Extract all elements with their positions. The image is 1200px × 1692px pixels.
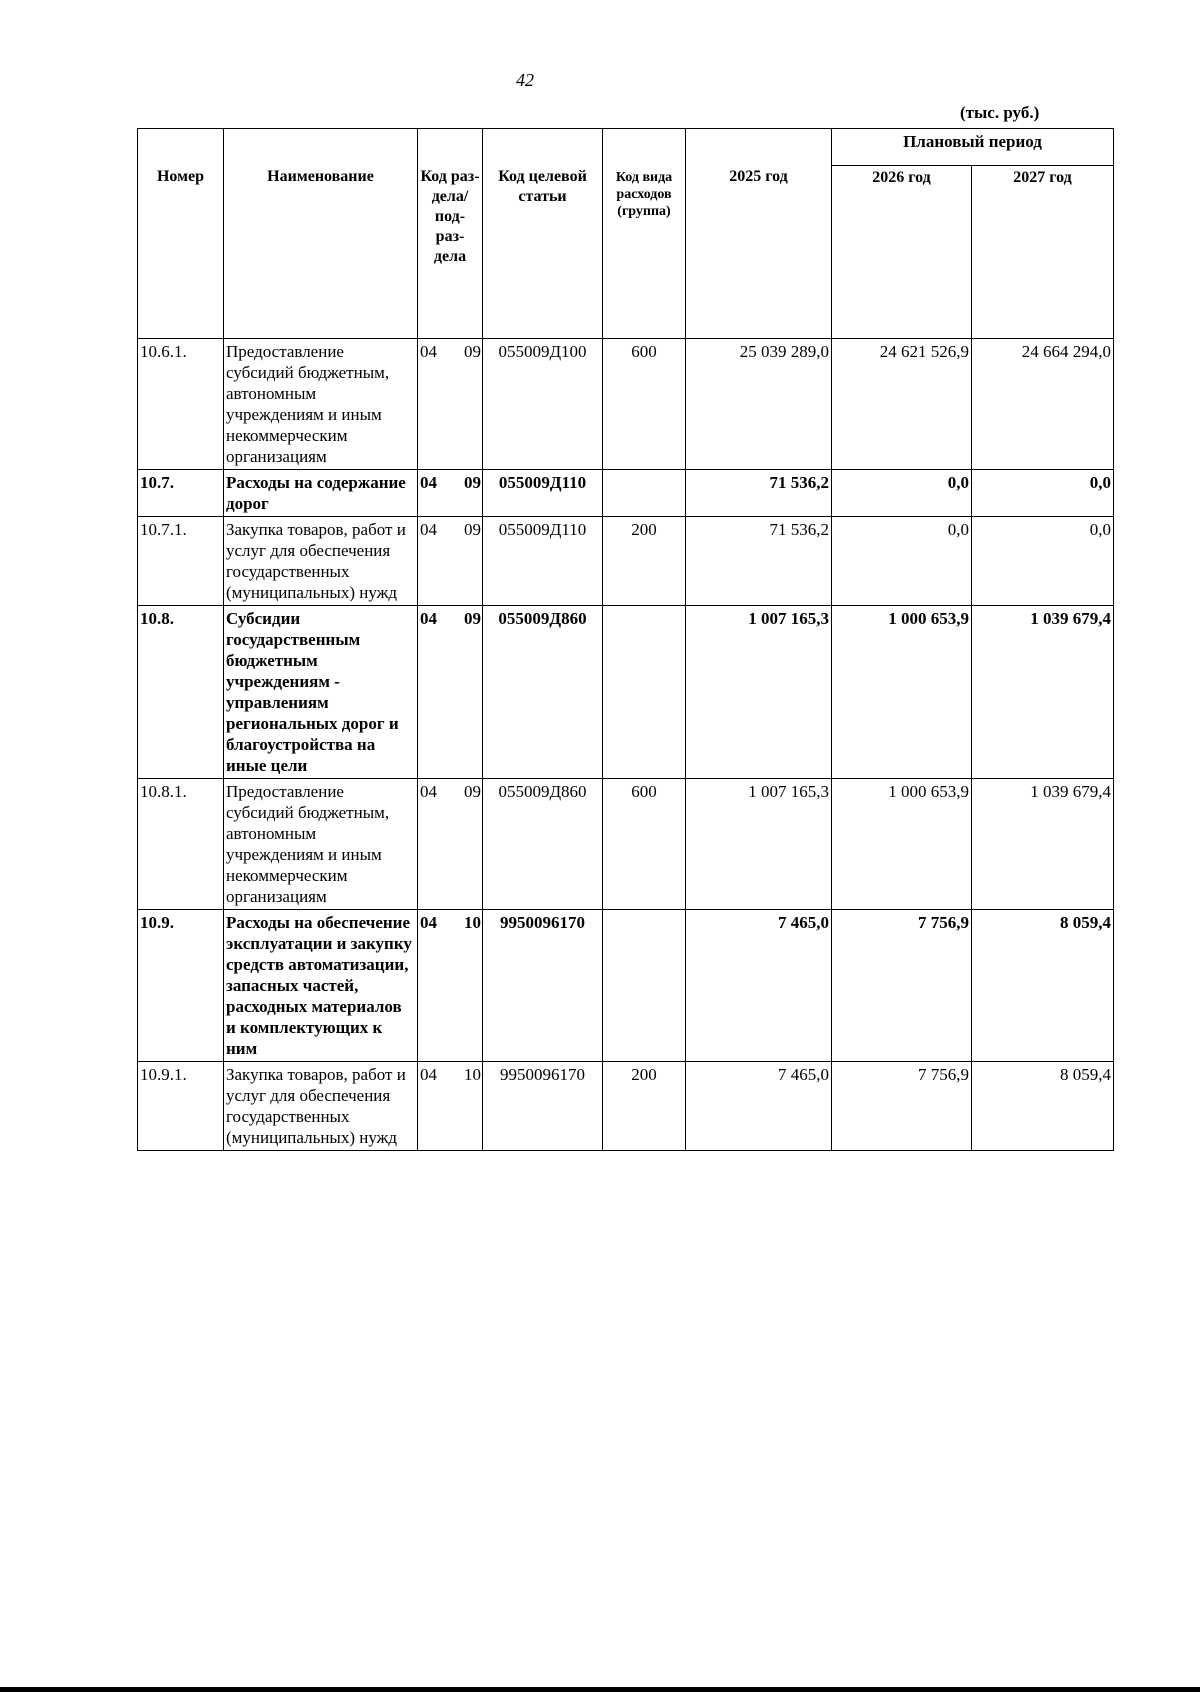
row-name: Закупка товаров, работ и услуг для обеспечения государственных (муниципальных) нужд — [224, 1062, 418, 1151]
table-row — [138, 910, 1114, 1062]
table-row — [138, 470, 1114, 517]
table-body — [138, 339, 1114, 1151]
row-section-code — [418, 606, 483, 779]
header-section-code: Код раз- дела/ под- раз- дела — [418, 129, 483, 339]
row-number: 10.8.1. — [138, 779, 224, 910]
table-row — [138, 779, 1114, 910]
row-target-code: 055009Д110 — [483, 470, 603, 517]
subsection: 09 — [464, 520, 481, 539]
section: 04 — [420, 1065, 437, 1084]
row-amount-2027: 1 039 679,4 — [972, 606, 1114, 779]
section: 04 — [420, 473, 437, 492]
row-target-code: 9950096170 — [483, 910, 603, 1062]
header-year-2025: 2025 год — [686, 129, 832, 339]
row-section-code — [418, 1062, 483, 1151]
row-section-code — [418, 779, 483, 910]
section-code-pair — [418, 519, 482, 540]
row-amount-2026: 1 000 653,9 — [832, 779, 972, 910]
row-expense-type — [603, 910, 686, 1062]
row-number: 10.9. — [138, 910, 224, 1062]
units-label: (тыс. руб.) — [960, 103, 1040, 122]
subsection: 09 — [464, 473, 481, 492]
row-amount-2026: 0,0 — [832, 517, 972, 606]
row-amount-2025: 71 536,2 — [686, 517, 832, 606]
row-amount-2027: 1 039 679,4 — [972, 779, 1114, 910]
budget-table — [137, 128, 1114, 1151]
row-amount-2025: 7 465,0 — [686, 1062, 832, 1151]
row-name: Предоставление субсидий бюджетным, автономным учреждениям и иным некоммерческим организациям — [224, 779, 418, 910]
row-number: 10.9.1. — [138, 1062, 224, 1151]
scan-edge — [0, 1687, 1200, 1692]
row-expense-type: 200 — [603, 517, 686, 606]
row-amount-2026: 24 621 526,9 — [832, 339, 972, 470]
row-section-code — [418, 470, 483, 517]
row-amount-2027: 0,0 — [972, 517, 1114, 606]
row-amount-2027: 8 059,4 — [972, 910, 1114, 1062]
row-number: 10.7.1. — [138, 517, 224, 606]
row-target-code: 055009Д860 — [483, 606, 603, 779]
row-amount-2025: 1 007 165,3 — [686, 779, 832, 910]
header-number: Номер — [138, 129, 224, 339]
row-amount-2026: 0,0 — [832, 470, 972, 517]
row-section-code — [418, 910, 483, 1062]
row-expense-type: 200 — [603, 1062, 686, 1151]
table-row — [138, 517, 1114, 606]
row-amount-2025: 71 536,2 — [686, 470, 832, 517]
section-code-pair — [418, 472, 482, 493]
header-name: Наименование — [224, 129, 418, 339]
row-name: Предоставление субсидий бюджетным, автономным учреждениям и иным некоммерческим организациям — [224, 339, 418, 470]
section-code-pair — [418, 608, 482, 629]
section-code-pair — [418, 912, 482, 933]
section-code-pair — [418, 781, 482, 802]
row-name: Расходы на содержание дорог — [224, 470, 418, 517]
row-amount-2026: 1 000 653,9 — [832, 606, 972, 779]
row-number: 10.8. — [138, 606, 224, 779]
page-number: 42 — [516, 70, 534, 90]
row-amount-2025: 1 007 165,3 — [686, 606, 832, 779]
table-row — [138, 606, 1114, 779]
row-name: Закупка товаров, работ и услуг для обеспечения государственных (муниципальных) нужд — [224, 517, 418, 606]
header-target-code: Код целевой статьи — [483, 129, 603, 339]
header-row-top — [138, 129, 1114, 166]
section: 04 — [420, 913, 437, 932]
row-expense-type — [603, 470, 686, 517]
header-year-2027: 2027 год — [972, 166, 1114, 339]
row-amount-2026: 7 756,9 — [832, 1062, 972, 1151]
section: 04 — [420, 342, 437, 361]
section-code-pair — [418, 1064, 482, 1085]
table-row — [138, 339, 1114, 470]
subsection: 10 — [464, 913, 481, 932]
row-target-code: 055009Д860 — [483, 779, 603, 910]
row-amount-2026: 7 756,9 — [832, 910, 972, 1062]
row-section-code — [418, 339, 483, 470]
subsection: 10 — [464, 1065, 481, 1084]
row-expense-type: 600 — [603, 339, 686, 470]
section-code-pair — [418, 341, 482, 362]
row-name: Расходы на обеспечение эксплуатации и закупку средств автоматизации, запасных частей, расходных материалов и комплектующих к ним — [224, 910, 418, 1062]
row-number: 10.7. — [138, 470, 224, 517]
row-expense-type: 600 — [603, 779, 686, 910]
section: 04 — [420, 609, 437, 628]
section: 04 — [420, 520, 437, 539]
row-target-code: 055009Д100 — [483, 339, 603, 470]
section: 04 — [420, 782, 437, 801]
row-target-code: 055009Д110 — [483, 517, 603, 606]
header-planned-period: Плановый период — [832, 129, 1114, 166]
row-number: 10.6.1. — [138, 339, 224, 470]
row-name: Субсидии государственным бюджетным учреждениям - управлениям региональных дорог и благоустройства на иные цели — [224, 606, 418, 779]
row-amount-2025: 25 039 289,0 — [686, 339, 832, 470]
row-amount-2027: 8 059,4 — [972, 1062, 1114, 1151]
subsection: 09 — [464, 782, 481, 801]
row-section-code — [418, 517, 483, 606]
table-row — [138, 1062, 1114, 1151]
header-year-2026: 2026 год — [832, 166, 972, 339]
subsection: 09 — [464, 342, 481, 361]
row-target-code: 9950096170 — [483, 1062, 603, 1151]
row-amount-2027: 24 664 294,0 — [972, 339, 1114, 470]
row-amount-2027: 0,0 — [972, 470, 1114, 517]
header-expense-type: Код вида расходов (группа) — [603, 129, 686, 339]
subsection: 09 — [464, 609, 481, 628]
row-expense-type — [603, 606, 686, 779]
row-amount-2025: 7 465,0 — [686, 910, 832, 1062]
